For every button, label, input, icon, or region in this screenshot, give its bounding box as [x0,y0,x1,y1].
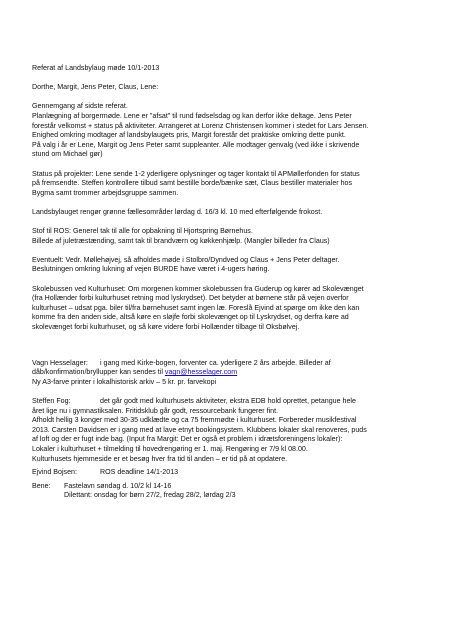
cleanup-line: Landsbylauget rengør grønne fællesområder lørdag d. 16/3 kl. 10 med efterfølgende frokost. [32,207,323,216]
bus-line: skolevænget forbi kulturhuset, og så køre videre forbi Hollænder tilbage til Oksbølvej. [32,323,300,332]
review-line: Enighed omkring modtager af landsbylaugets pris, Margit forestår det praktiske omkring dette punkt. [32,131,346,140]
bene-text: Fastelavn søndag d. 10/2 kl 14-16 [64,481,172,490]
steffen-line: 2013. Carsten Davidsen er i gang med at lave etnyt bookingsystem. Klubbens lokaler skal renoveres, puds [32,425,367,434]
ejvind-label: Ejvind Bojsen: [32,468,77,477]
review-line: På valg i år er Lene, Margit og Jens Peter samt suppleanter. Alle modtager genvalg (ved ikke i skrivende [32,140,360,149]
vagn-email-line [32,368,425,378]
bus-line: komme fra den anden side, altså køre en sløjfe forbi skolevænget op til Lyskrydset, og derfra køre ad [32,313,349,322]
review-heading: Gennemgang af sidste referat. [32,102,128,111]
bus-line: Skolebussen ved Kulturhuset: Om morgenen kommer skolebussen fra Guderup og kører ad Skolevænget [32,284,364,293]
attendees: Dorthe, Margit, Jens Peter, Claus, Lene: [32,83,159,92]
projects-line: Status på projekter: Lene sende 1-2 yderligere oplysninger og tager kontakt til APMøllerfonden for status [32,169,360,178]
steffen-line: af loft og der er fugt inde bag. (Input fra Margit: Det er også et problem i idrætsforeningens lokaler): [32,435,343,444]
ejvind-text: ROS deadline 14/1-2013 [100,468,179,477]
vagn-printer-line: Ny A3-farve printer i lokalhistorisk arkiv – 5 kr. pr. farvekopi [32,377,217,386]
bene-label: Bene: [32,481,51,490]
vagn-email-prefix: dåb/konfirmation/bryllupper kan sendes til [32,368,165,377]
steffen-line: Lokaler i kulturhuset + tilmelding til hovedrengøring er 1. maj. Rengøring er 7/9 kl 08.00. [32,444,308,453]
vagn-label: Vagn Hesselager: [32,358,88,367]
bene-line: Dilettant: onsdag for børn 27/2, fredag 28/2, lørdag 2/3 [64,491,236,500]
review-line: forestår velkomst + status på aktiviteter. Arrangeret at Lorenz Christensen kommer i stedet for Lars Jensen. [32,121,369,130]
steffen-label: Steffen Fog: [32,397,71,405]
bene-entry [32,482,425,492]
steffen-line: året lige nu i gymnastiksalen. Fritidsklub går godt, ressourcebank fungerer fint. [32,406,279,415]
steffen-text: det går godt med kulturhusets aktiviteter, ekstra EDB hold oprettet, petangue hele [100,397,356,405]
ejvind-entry [32,468,425,478]
steffen-entry [32,397,425,407]
vagn-email-link[interactable]: vagn@hesselager.com [164,368,238,377]
vagn-entry [32,359,425,369]
bus-line: (fra Hollænder forbi kulturhuset retning mod lyskrydset). Det betyder at børnene står på vejen overfor [32,294,349,303]
ros-line: Billede af juletræstænding, samt tak til brandværn og køkkenhjælp. (Mangler billeder fra Claus) [32,236,330,245]
ros-line: Stof til ROS: Generel tak til alle for opbakning til Hjortspring Børnehus. [32,227,253,236]
possibly-line: Beslutningen omkring lukning af vejen BURDE have været i 4-ugers høring. [32,265,270,274]
possibly-line: Eventuelt: Vedr. Møllehøjvej, så afholdes møde i Stolbro/Dyndved og Claus + Jens Peter deltager. [32,255,340,264]
bus-line: kulturhuset – udsat pga. biler til/fra børnehuset samt ingen læ. Foreslå Ejvind at spørge om ikke den kan [32,303,360,312]
review-line: stund om Michael gør) [32,150,103,159]
vagn-text: i gang med Kirke-bogen, forventer ca. yderligere 2 års arbejde. Billeder af [100,358,331,367]
document-title: Referat af Landsbylaug møde 10/1-2013 [32,64,160,72]
steffen-line: Kulturhusets hjemmeside er et besøg hver fra tid til anden – er tid på at opdatere. [32,454,288,463]
steffen-line: Afholdt hellig 3 konger med 30-35 udklædte og ca 75 fremmødte i kulturhuset. Forbereder musikfestival [32,416,357,425]
projects-line: på fremsendte. Steffen kontrollere tilbud samt bestille borde/bænke sæt, Claus bestiller materialer hos [32,179,353,188]
projects-line: Bygma samt trommer arbejdsgruppe sammen. [32,188,179,197]
review-line: Planlægning af borgermøde. Lene er "afsat" til rund fødselsdag og kan derfor ikke deltage. Jens Peter [32,111,352,120]
